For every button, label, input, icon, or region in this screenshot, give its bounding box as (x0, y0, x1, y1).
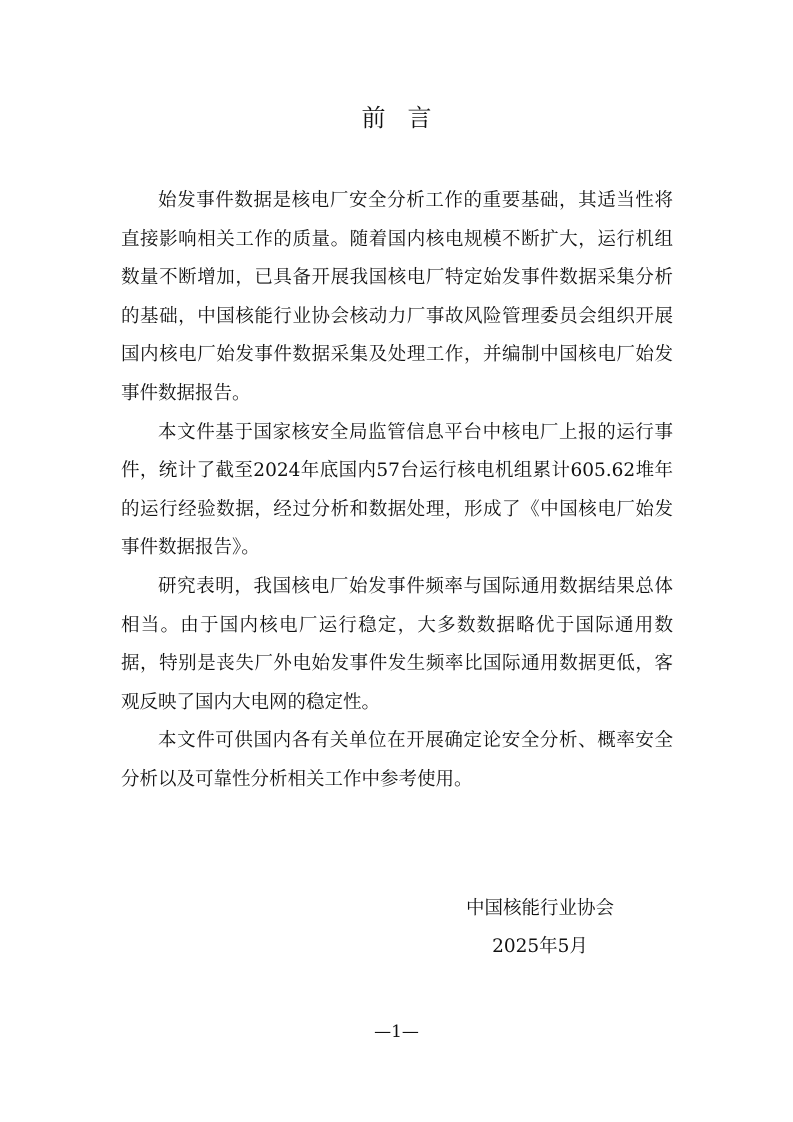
signature-organization: 中国核能行业协会 (465, 898, 614, 919)
paragraph-findings: 研究表明，我国核电厂始发事件频率与国际通用数据结果总体相当。由于国内核电厂运行稳定，大多数数据略优于国际通用数据，特别是丧失厂外电始发事件发生频率比国际通用数据更低，客观反映了国内大电网的稳定性。 (121, 575, 673, 713)
paragraph-usage: 本文件可供国内各有关单位在开展确定论安全分析、概率安全分析以及可靠性分析相关工作中参考使用。 (121, 730, 673, 790)
signature-block (440, 890, 640, 966)
paragraph-scope: 本文件基于国家核安全局监管信息平台中核电厂上报的运行事件，统计了截至2024年底国内57台运行核电机组累计605.62堆年的运行经验数据，经过分析和数据处理，形成了《中国核电厂始发事件数据报告》。 (121, 421, 673, 559)
page-number: —1— (374, 1022, 419, 1042)
paragraph-background: 始发事件数据是核电厂安全分析工作的重要基础，其适当性将直接影响相关工作的质量。随着国内核电规模不断扩大，运行机组数量不断增加，已具备开展我国核电厂特定始发事件数据采集分析的基础，中国核能行业协会核动力厂事故风险管理委员会组织开展国内核电厂始发事件数据采集及处理工作，并编制中国核电厂始发事件数据报告。 (121, 190, 673, 404)
body-text (121, 182, 673, 800)
signature-date: 2025年5月 (492, 936, 588, 957)
page-title: 前言 (361, 104, 454, 132)
